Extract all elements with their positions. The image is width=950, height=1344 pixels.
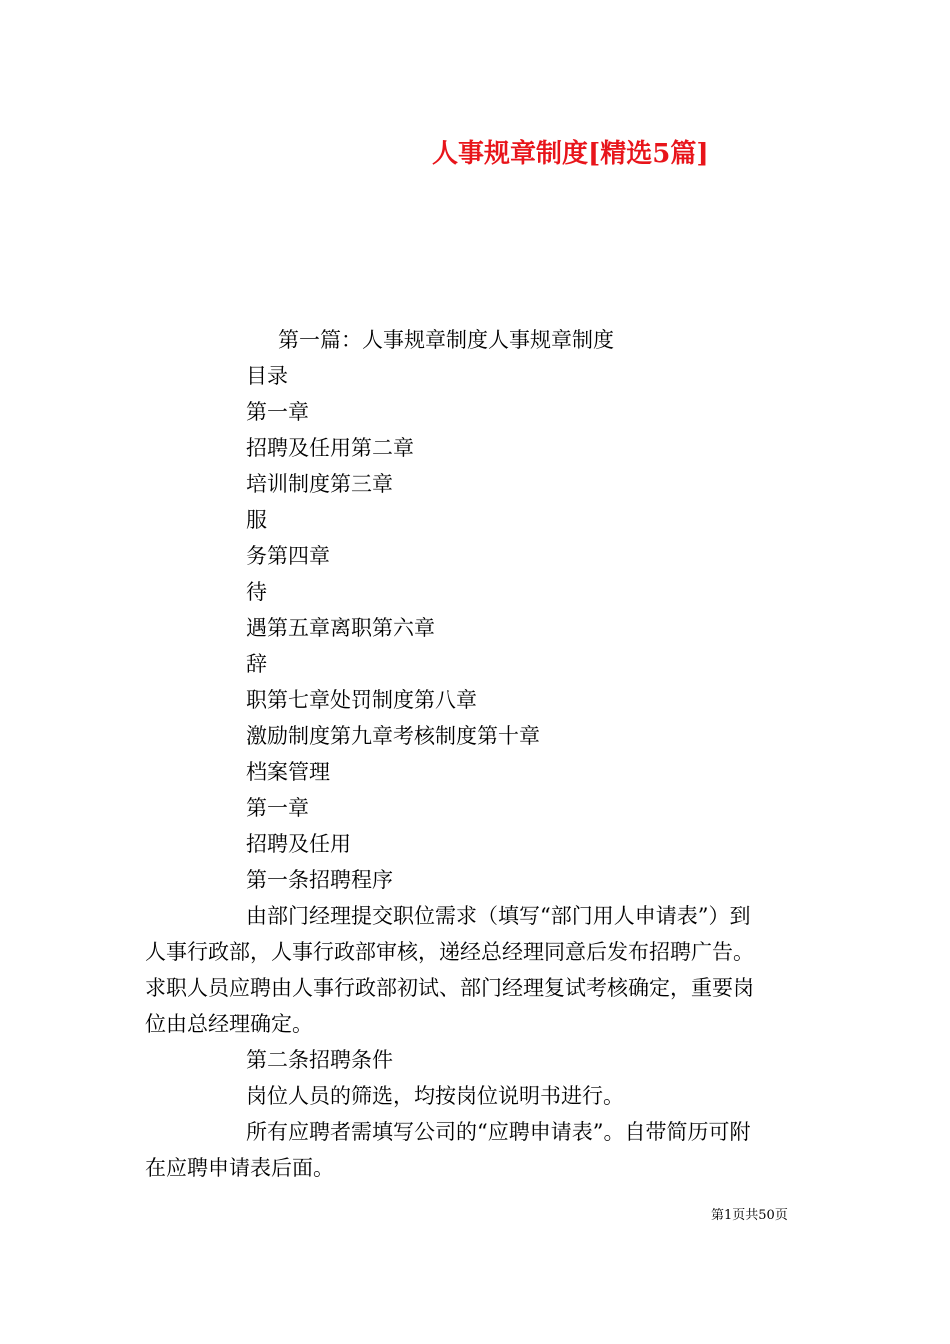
paragraph-line: 人事行政部，人事行政部审核，递经总经理同意后发布招聘广告。 bbox=[145, 940, 754, 964]
toc-line: 激励制度第九章考核制度第十章 bbox=[246, 724, 540, 748]
toc-line: 招聘及任用第二章 bbox=[246, 436, 414, 460]
article-heading: 第二条招聘条件 bbox=[246, 1048, 393, 1072]
toc-line: 第一章 bbox=[246, 400, 309, 424]
toc-line: 目录 bbox=[246, 364, 288, 388]
toc-line: 遇第五章离职第六章 bbox=[246, 616, 435, 640]
chapter-heading: 第一章 bbox=[246, 796, 309, 820]
paragraph-line: 求职人员应聘由人事行政部初试、部门经理复试考核确定，重要岗 bbox=[145, 976, 754, 1000]
toc-line: 待 bbox=[246, 580, 267, 604]
toc-line: 服 bbox=[246, 508, 267, 532]
section-subtitle: 第一篇：人事规章制度人事规章制度 bbox=[278, 328, 614, 352]
paragraph-line: 由部门经理提交职位需求（填写“部门用人申请表”）到 bbox=[246, 904, 751, 928]
paragraph-line: 在应聘申请表后面。 bbox=[145, 1156, 334, 1180]
document-title: 人事规章制度[精选5篇] bbox=[432, 139, 709, 169]
toc-line: 务第四章 bbox=[246, 544, 330, 568]
toc-line: 培训制度第三章 bbox=[246, 472, 393, 496]
page-number: 第1页共50页 bbox=[711, 1208, 788, 1223]
toc-line: 职第七章处罚制度第八章 bbox=[246, 688, 477, 712]
toc-line: 档案管理 bbox=[246, 760, 330, 784]
paragraph-line: 所有应聘者需填写公司的“应聘申请表”。自带简历可附 bbox=[246, 1120, 751, 1144]
chapter-title: 招聘及任用 bbox=[246, 832, 351, 856]
paragraph-line: 岗位人员的筛选，均按岗位说明书进行。 bbox=[246, 1084, 624, 1108]
paragraph-line: 位由总经理确定。 bbox=[145, 1012, 313, 1036]
article-heading: 第一条招聘程序 bbox=[246, 868, 393, 892]
toc-line: 辞 bbox=[246, 652, 267, 676]
